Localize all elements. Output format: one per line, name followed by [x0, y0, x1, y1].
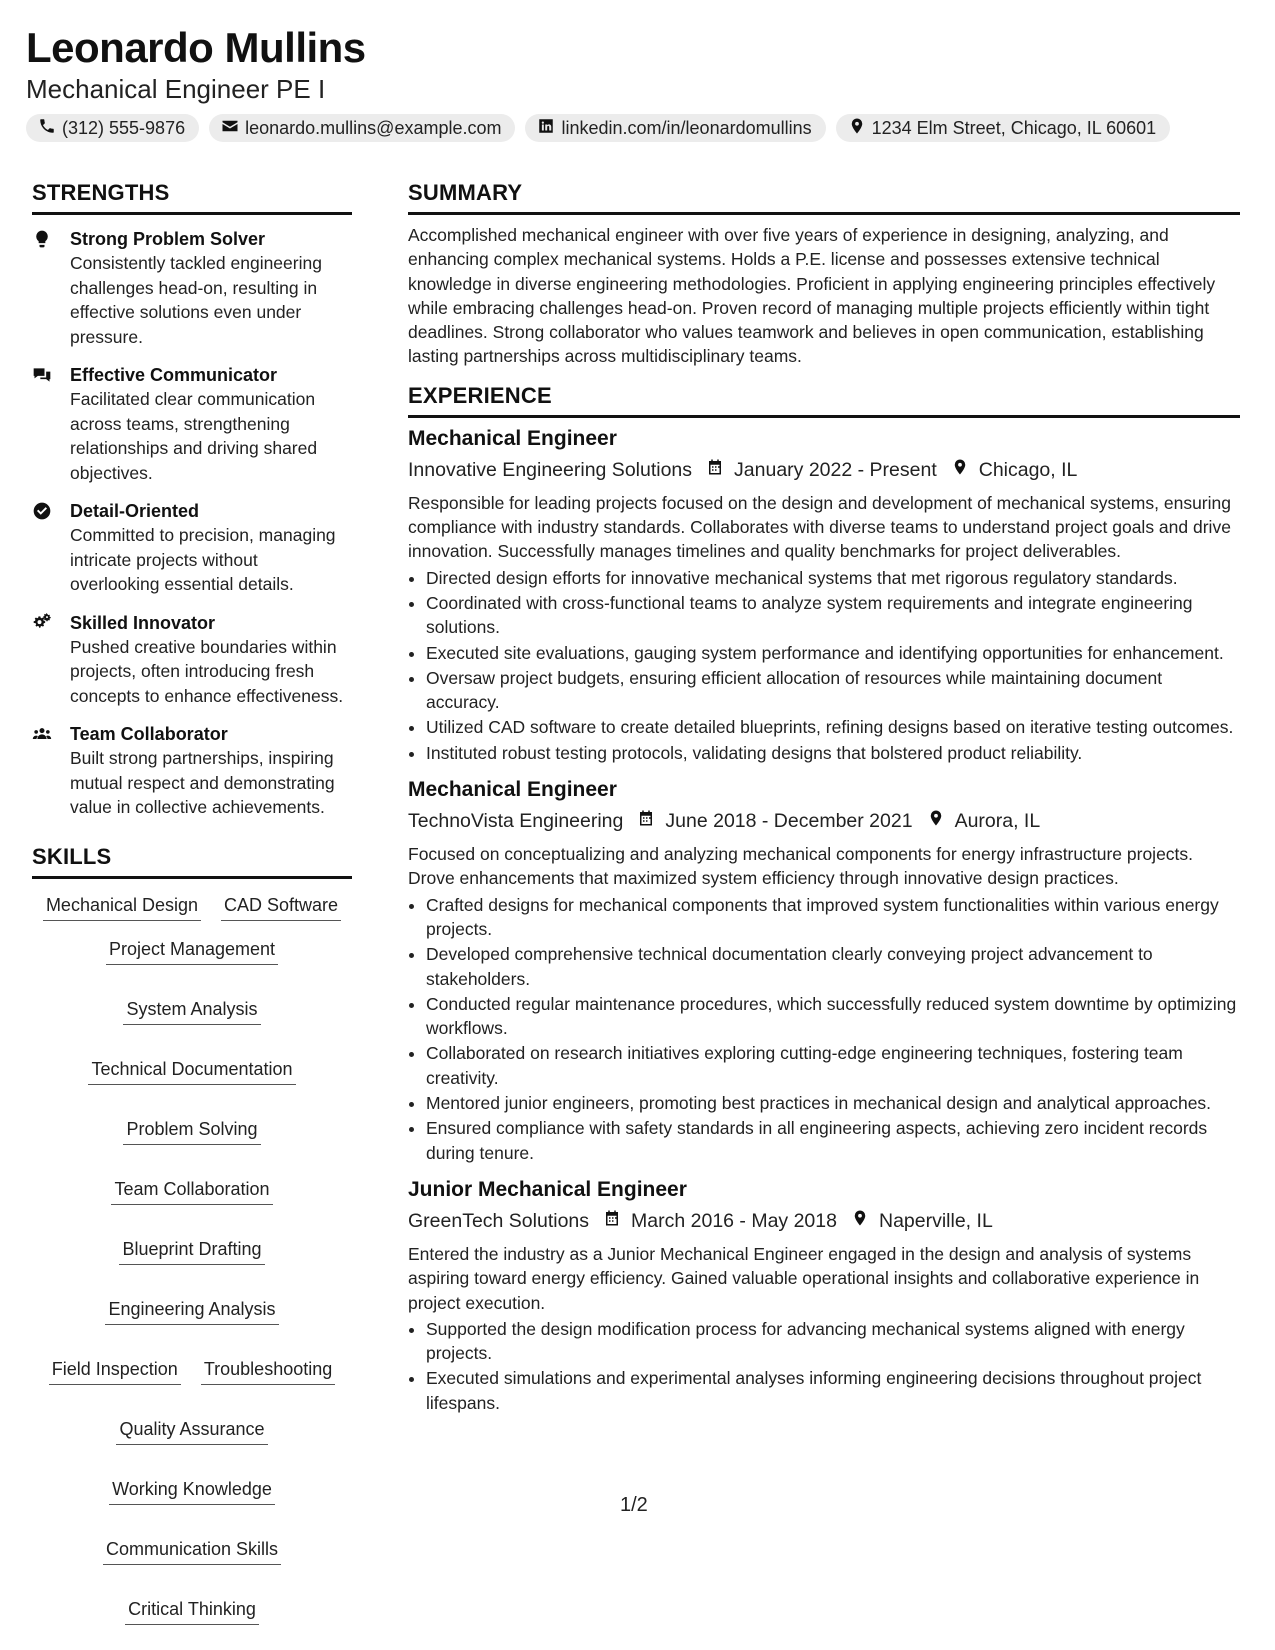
job-bullet: • Executed simulations and experimental analyses informing engineering decisions throughout project lifespans.	[426, 1366, 1240, 1415]
map-marker-icon	[937, 455, 979, 485]
envelope-icon	[221, 117, 239, 140]
strengths-list	[32, 227, 352, 820]
strength-desc: Consistently tackled engineering challenges head-on, resulting in effective solutions even under pressure.	[70, 253, 322, 347]
job-bullets	[408, 566, 1240, 765]
skill-tag: Engineering Analysis	[105, 1297, 278, 1325]
resume-header	[26, 24, 1249, 142]
job-bullet: • Oversaw project budgets, ensuring efficient allocation of resources while maintaining document accuracy.	[426, 666, 1240, 715]
strength-title: Skilled Innovator	[70, 612, 216, 633]
skill-tag: Critical Thinking	[125, 1597, 259, 1625]
map-marker-icon	[837, 1206, 879, 1236]
job-location: Naperville, IL	[878, 1209, 993, 1232]
job-title: Mechanical Engineer	[408, 778, 617, 802]
job-dates: January 2022 - Present	[734, 458, 937, 481]
strength-item	[32, 499, 352, 597]
job-title: Junior Mechanical Engineer	[408, 1177, 687, 1201]
address-text: 1234 Elm Street, Chicago, IL 60601	[871, 117, 1157, 138]
job-meta	[408, 806, 1240, 836]
job-bullet: • Developed comprehensive technical documentation clearly conveying project advancement to stakeholders.	[426, 942, 1240, 991]
strength-item	[32, 363, 352, 485]
job-description: Responsible for leading projects focused on the design and development of mechanical systems, ensuring compliance with industry standards. Collaborates with diverse teams to understand project goals and drive innovation. Successfully manages timelines and quality benchmarks for project deliverables.	[408, 492, 1231, 562]
linkedin-icon	[537, 117, 555, 140]
candidate-name: Leonardo Mullins	[26, 24, 366, 71]
skill-tag: Team Collaboration	[111, 1177, 272, 1205]
job-bullet: • Coordinated with cross-functional teams to analyze system requirements and integrate engineering solutions.	[426, 591, 1240, 640]
skill-tag: Problem Solving	[123, 1117, 260, 1145]
job-bullet: • Utilized CAD software to create detailed blueprints, refining designs based on iterative testing outcomes.	[426, 715, 1240, 739]
job-description: Entered the industry as a Junior Mechanical Engineer engaged in the design and analysis of systems aspiring toward energy efficiency. Gained valuable operational insights and collaborative experience in project execution.	[408, 1243, 1200, 1313]
company-name: Innovative Engineering Solutions	[408, 458, 693, 481]
phone-icon	[38, 117, 56, 140]
strength-item	[32, 611, 352, 709]
skill-tag: Field Inspection	[49, 1357, 181, 1385]
contact-address	[836, 114, 1171, 142]
job-bullet: • Crafted designs for mechanical components that improved system functionalities within various energy projects.	[426, 893, 1240, 942]
skill-tag: Mechanical Design	[43, 893, 201, 921]
calendar-icon	[692, 455, 734, 485]
right-column	[408, 180, 1240, 1415]
strength-title: Detail-Oriented	[70, 501, 200, 521]
map-marker-icon	[913, 806, 955, 836]
skill-tag: Technical Documentation	[88, 1057, 295, 1085]
contact-phone[interactable]	[26, 114, 199, 142]
strength-item	[32, 227, 352, 349]
skill-tag: Communication Skills	[103, 1537, 281, 1565]
skill-tag: CAD Software	[221, 893, 341, 921]
job-location: Aurora, IL	[954, 810, 1041, 833]
comments-icon	[32, 363, 70, 485]
phone-text: (312) 555-9876	[62, 117, 186, 138]
job-bullets	[408, 893, 1240, 1165]
job-location: Chicago, IL	[978, 458, 1078, 481]
strength-desc: Built strong partnerships, inspiring mutual respect and demonstrating value in collective achievements.	[70, 748, 335, 817]
company-name: TechnoVista Engineering	[408, 810, 624, 833]
job-bullet: • Supported the design modification process for advancing mechanical systems aligned with energy projects.	[426, 1317, 1240, 1366]
users-icon	[32, 722, 70, 820]
skill-tag: Quality Assurance	[116, 1417, 267, 1445]
job-dates: March 2016 - May 2018	[631, 1209, 837, 1232]
job-bullet: • Instituted robust testing protocols, validating designs that bolstered product reliability.	[426, 741, 1240, 765]
skill-tag: System Analysis	[123, 997, 260, 1025]
job-bullet: • Conducted regular maintenance procedures, which successfully reduced system downtime by optimizing workflows.	[426, 992, 1240, 1041]
job-bullets	[408, 1317, 1240, 1415]
email-text: leonardo.mullins@example.com	[245, 117, 502, 138]
calendar-icon	[589, 1206, 631, 1236]
strength-title: Team Collaborator	[70, 724, 228, 744]
skill-tag: Working Knowledge	[109, 1477, 275, 1505]
job-bullet: • Directed design efforts for innovative mechanical systems that met rigorous regulatory standards.	[426, 566, 1240, 590]
skill-tag: Project Management	[106, 937, 278, 965]
skills-heading: SKILLS	[32, 844, 352, 879]
page-number: 1/2	[620, 1494, 648, 1516]
contact-bar	[26, 114, 1249, 142]
left-column	[32, 180, 352, 1625]
skills-list	[32, 893, 352, 1625]
job-entry	[408, 775, 1240, 1165]
company-name: GreenTech Solutions	[408, 1209, 590, 1232]
job-entry	[408, 1175, 1240, 1415]
contact-email[interactable]	[209, 114, 515, 142]
strength-desc: Pushed creative boundaries within projects, often introducing fresh concepts to enhance effectiveness.	[70, 636, 344, 706]
job-bullet: • Mentored junior engineers, promoting best practices in mechanical design and analytical approaches.	[426, 1091, 1240, 1115]
summary-text: Accomplished mechanical engineer with over five years of experience in designing, analyzing, and enhancing complex mechanical systems. Holds a P.E. license and possesses extensive technical knowledge in diverse engineering methodologies. Proficient in applying engineering principles effectively while embracing challenges head-on. Proven record of managing multiple projects efficiently within tight deadlines. Strong collaborator who values teamwork and believes in open communication, establishing lasting partnerships across multidisciplinary teams.	[408, 225, 1216, 367]
candidate-title: Mechanical Engineer PE I	[26, 74, 326, 104]
job-dates: June 2018 - December 2021	[665, 810, 913, 833]
skill-tag: Troubleshooting	[201, 1357, 335, 1385]
job-title: Mechanical Engineer	[408, 426, 617, 450]
linkedin-text: linkedin.com/in/leonardomullins	[561, 117, 812, 138]
summary-heading: SUMMARY	[408, 180, 1240, 215]
strength-desc: Facilitated clear communication across teams, strengthening relationships and driving shared objectives.	[70, 389, 318, 483]
skill-tag: Blueprint Drafting	[119, 1237, 264, 1265]
job-bullet: • Collaborated on research initiatives exploring cutting-edge engineering techniques, fostering team creativity.	[426, 1041, 1240, 1090]
job-bullet: • Executed site evaluations, gauging system performance and identifying opportunities for enhancement.	[426, 641, 1240, 665]
strength-desc: Committed to precision, managing intricate projects without overlooking essential details.	[70, 525, 336, 594]
check-circle-icon	[32, 499, 70, 597]
contact-linkedin[interactable]	[525, 114, 825, 142]
strength-item	[32, 722, 352, 820]
strengths-heading: STRENGTHS	[32, 180, 352, 215]
experience-heading: EXPERIENCE	[408, 383, 1240, 418]
job-entry	[408, 424, 1240, 765]
lightbulb-icon	[32, 227, 70, 349]
gears-icon	[32, 611, 70, 709]
calendar-icon	[623, 806, 665, 836]
job-meta	[408, 1206, 1240, 1236]
strength-title: Strong Problem Solver	[70, 229, 266, 249]
job-bullet: • Ensured compliance with safety standards in all engineering aspects, achieving zero incident records during tenure.	[426, 1116, 1240, 1165]
map-marker-icon	[848, 117, 866, 140]
strength-title: Effective Communicator	[70, 365, 278, 385]
job-description: Focused on conceptualizing and analyzing mechanical components for energy infrastructure projects. Drove enhancements that maximized system efficiency through innovative design practices.	[408, 844, 1194, 889]
job-meta	[408, 455, 1240, 485]
